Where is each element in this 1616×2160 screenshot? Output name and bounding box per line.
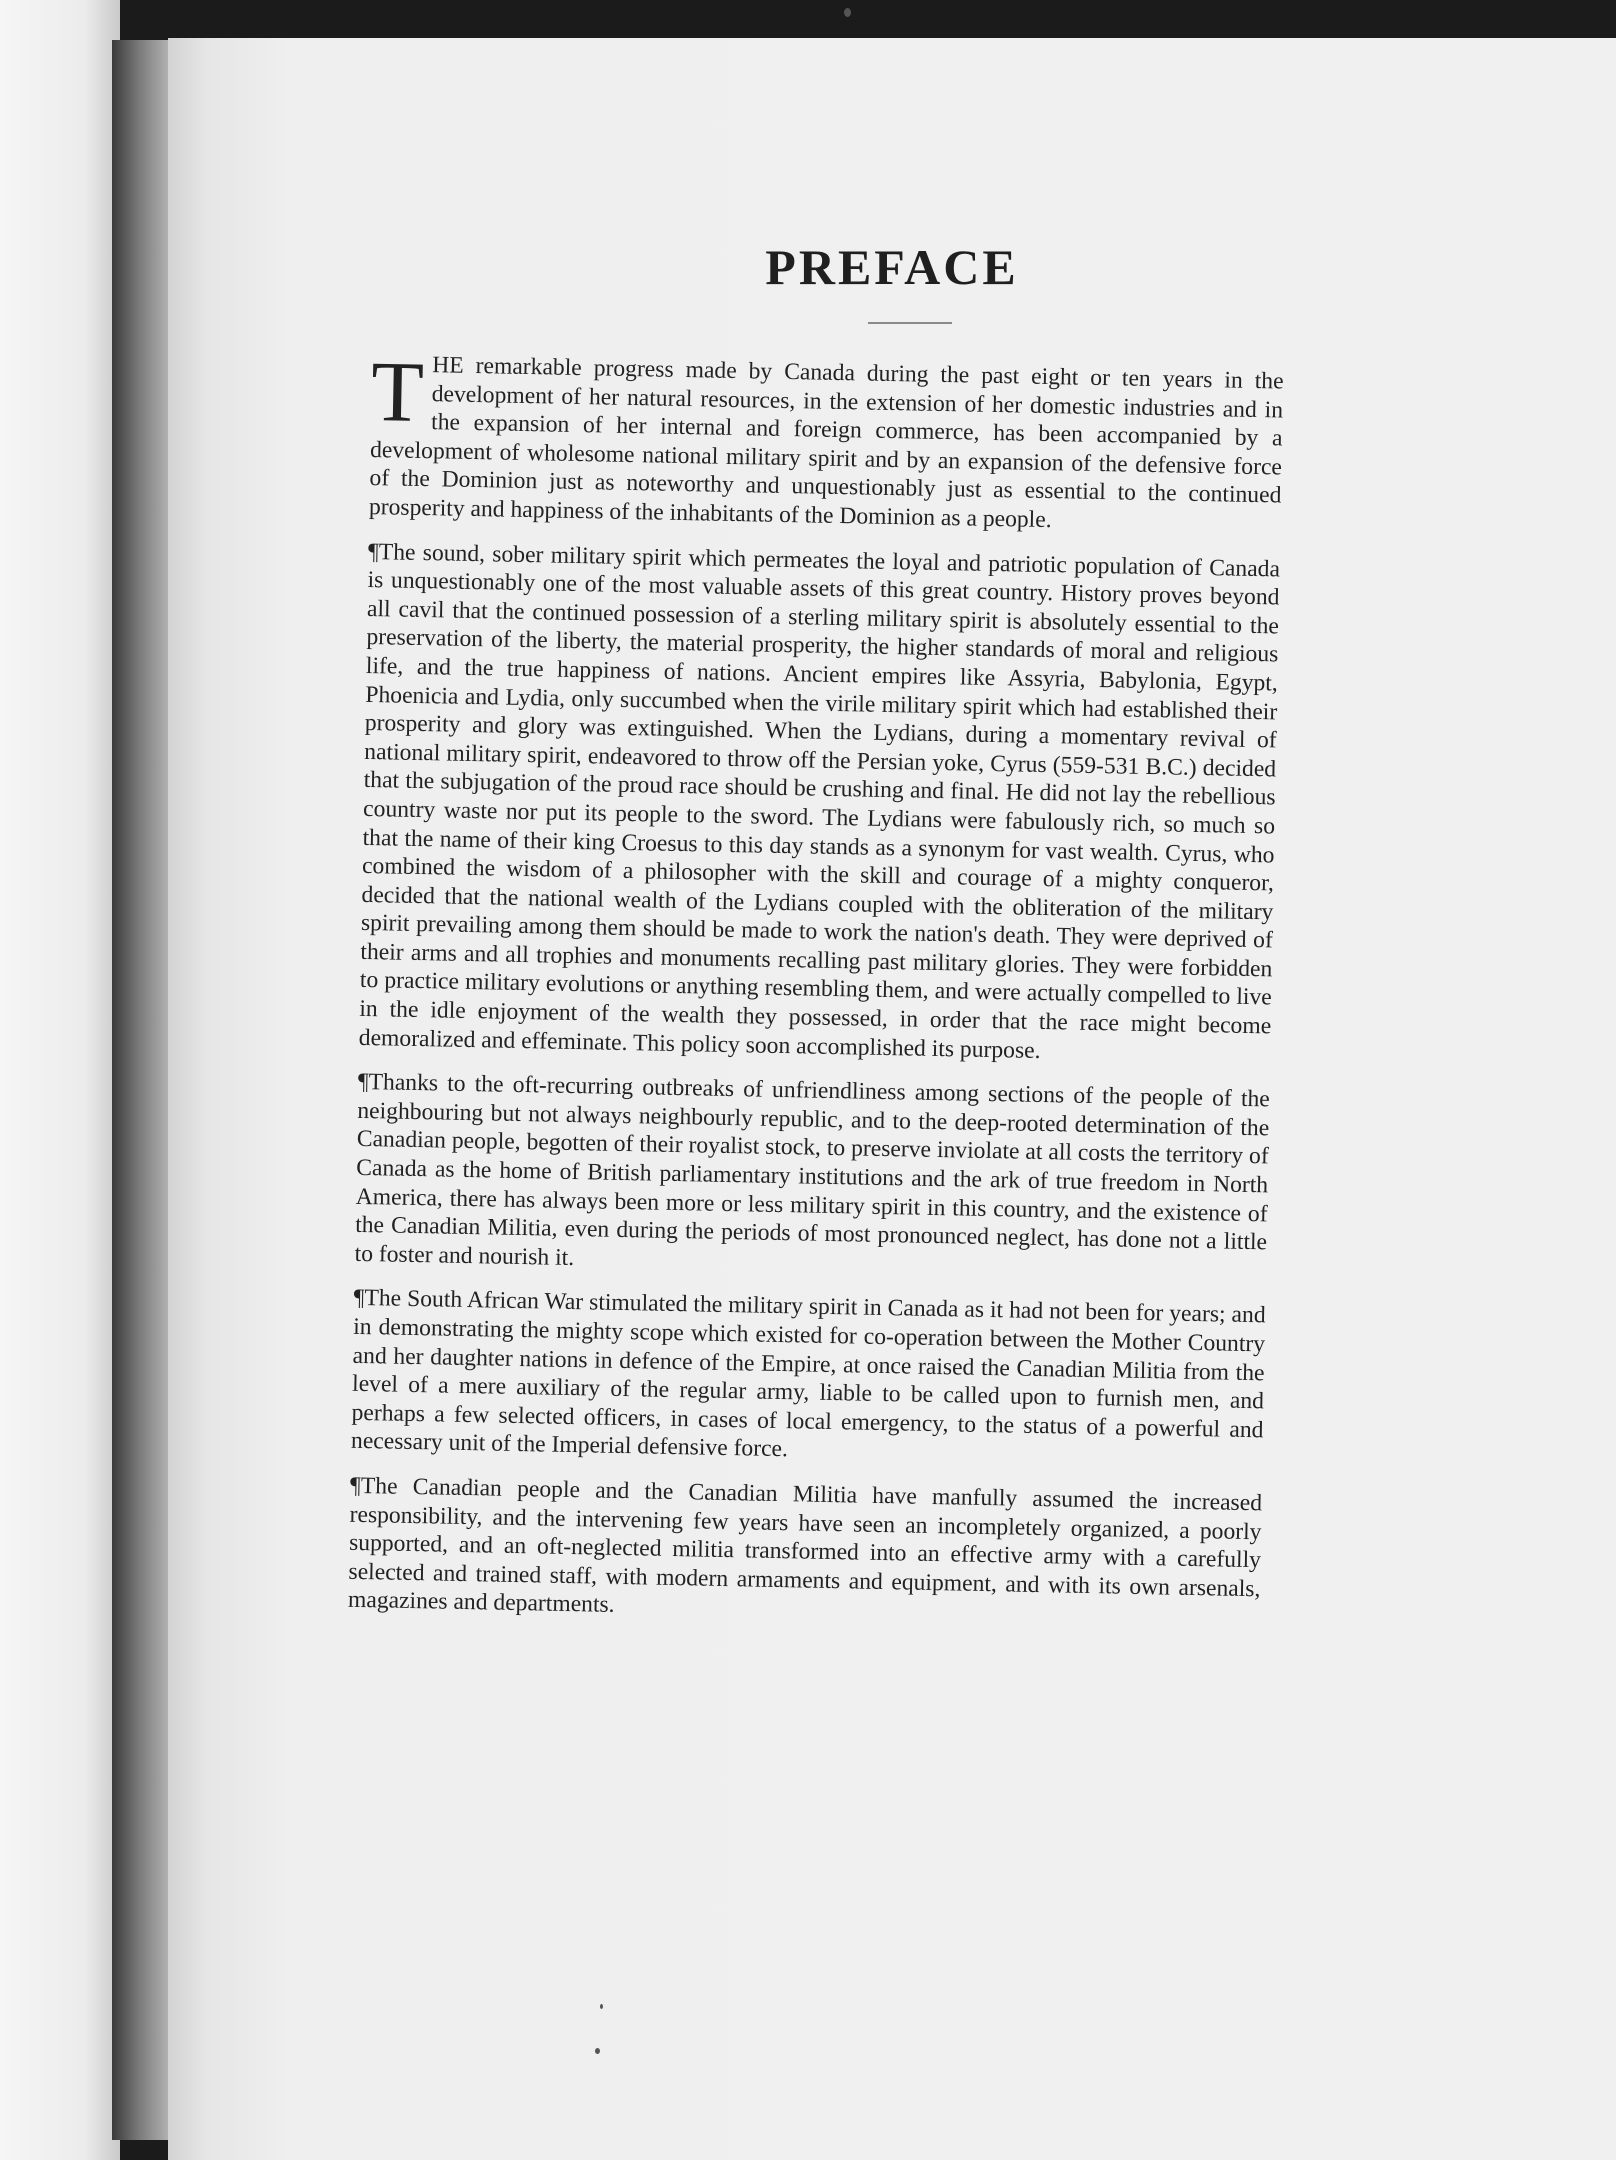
paragraph-2: ¶The sound, sober military spirit which permeates the loyal and patriotic population of Canada is unquestionably one of the most valuable assets of this great country. History proves beyond all cavil that the continued possession of a sterling military spirit is absolutely essential to the preservation of the liberty, the material prosperity, the higher standards of moral and religious life, and the true happiness of nations. Ancient empires like Assyria, Babylonia, Egypt, Phoenicia and Lydia, only succumbed when the virile military spirit which had established their prosperity and glory was extinguished. When the Lydians, during a momentary revival of national military spirit, endeavored to throw off the Persian yoke, Cyrus (559-531 B.C.) decided that the subjugation of the proud race should be crushing and final. He did not lay the rebellious country waste nor put its people to the sword. The Lydians were fabulously rich, so much so that the name of their king Croesus to this day stands as a synonym for vast wealth. Cyrus, who combined the wisdom of a philosopher with the skill and courage of a mighty conqueror, decided that the national wealth of the Lydians coupled with the obliteration of the military spirit prevailing among them should be made to work the nation's death. They were deprived of their arms and all trophies and monuments recalling past military glories. They were forbidden to practice military evolutions or anything resembling them, and were actually compelled to live in the idle enjoyment of the wealth they possessed, in order that the race might become demoralized and effeminate. This policy soon accomplished its purpose.: [358, 538, 1281, 1064]
title-divider: [868, 322, 952, 324]
paragraph-text: HE remarkable progress made by Canada during the past eight or ten years in the development of her natural resources, in the extension of her domestic industries and in the expansion of her internal and foreign commerce, has been accompanied by a development of wholesome national military spirit and by an expansion of the defensive force of the Dominion just as noteworthy and unquestionably just as essential to the continued prosperity and happiness of the inhabitants of the Dominion as a people.: [368, 352, 1284, 534]
page-title: PREFACE: [765, 239, 1019, 295]
drop-cap: T: [370, 343, 425, 440]
speck-mark: [844, 8, 851, 17]
book-gutter-shadow: [112, 40, 172, 2140]
paragraph-1: [368, 343, 1284, 539]
paragraph-4: ¶The South African War stimulated the military spirit in Canada as it had not been for years; and in demonstrating the mighty scope which existed for co-operation between the Mother Country and her daughter nations in defence of the Empire, at once raised the Canadian Militia from the level of a mere auxiliary of the regular army, liable to be called upon to furnish men, and perhaps a few selected officers, in cases of local emergency, to the status of a powerful and necessary unit of the Imperial defensive force.: [350, 1285, 1266, 1463]
facing-page-edge: [0, 0, 120, 2160]
speck-mark: [600, 2004, 603, 2009]
preface-body: [347, 343, 1284, 1648]
speck-mark: [595, 2048, 600, 2054]
paragraph-5: ¶The Canadian people and the Canadian Militia have manfully assumed the increased responsibility, and the intervening few years have seen an incompletely organized, a poorly supported, and an oft-neglected militia transformed into an effective army with a carefully selected and trained staff, with modern armaments and equipment, and with its own arsenals, magazines and departments.: [347, 1472, 1263, 1619]
paragraph-3: ¶Thanks to the oft-recurring outbreaks of unfriendliness among sections of the people of the neighbouring but not always neighbourly republic, and to the deep-rooted determination of the Canadian people, begotten of their royalist stock, to preserve inviolate at all costs the territory of Canada as the home of British parliamentary institutions and the ark of true freedom in North America, there has always been more or less military spirit in this country, and the existence of the Canadian Militia, even during the periods of most pronounced neglect, has done not a little to foster and nourish it.: [354, 1069, 1271, 1271]
